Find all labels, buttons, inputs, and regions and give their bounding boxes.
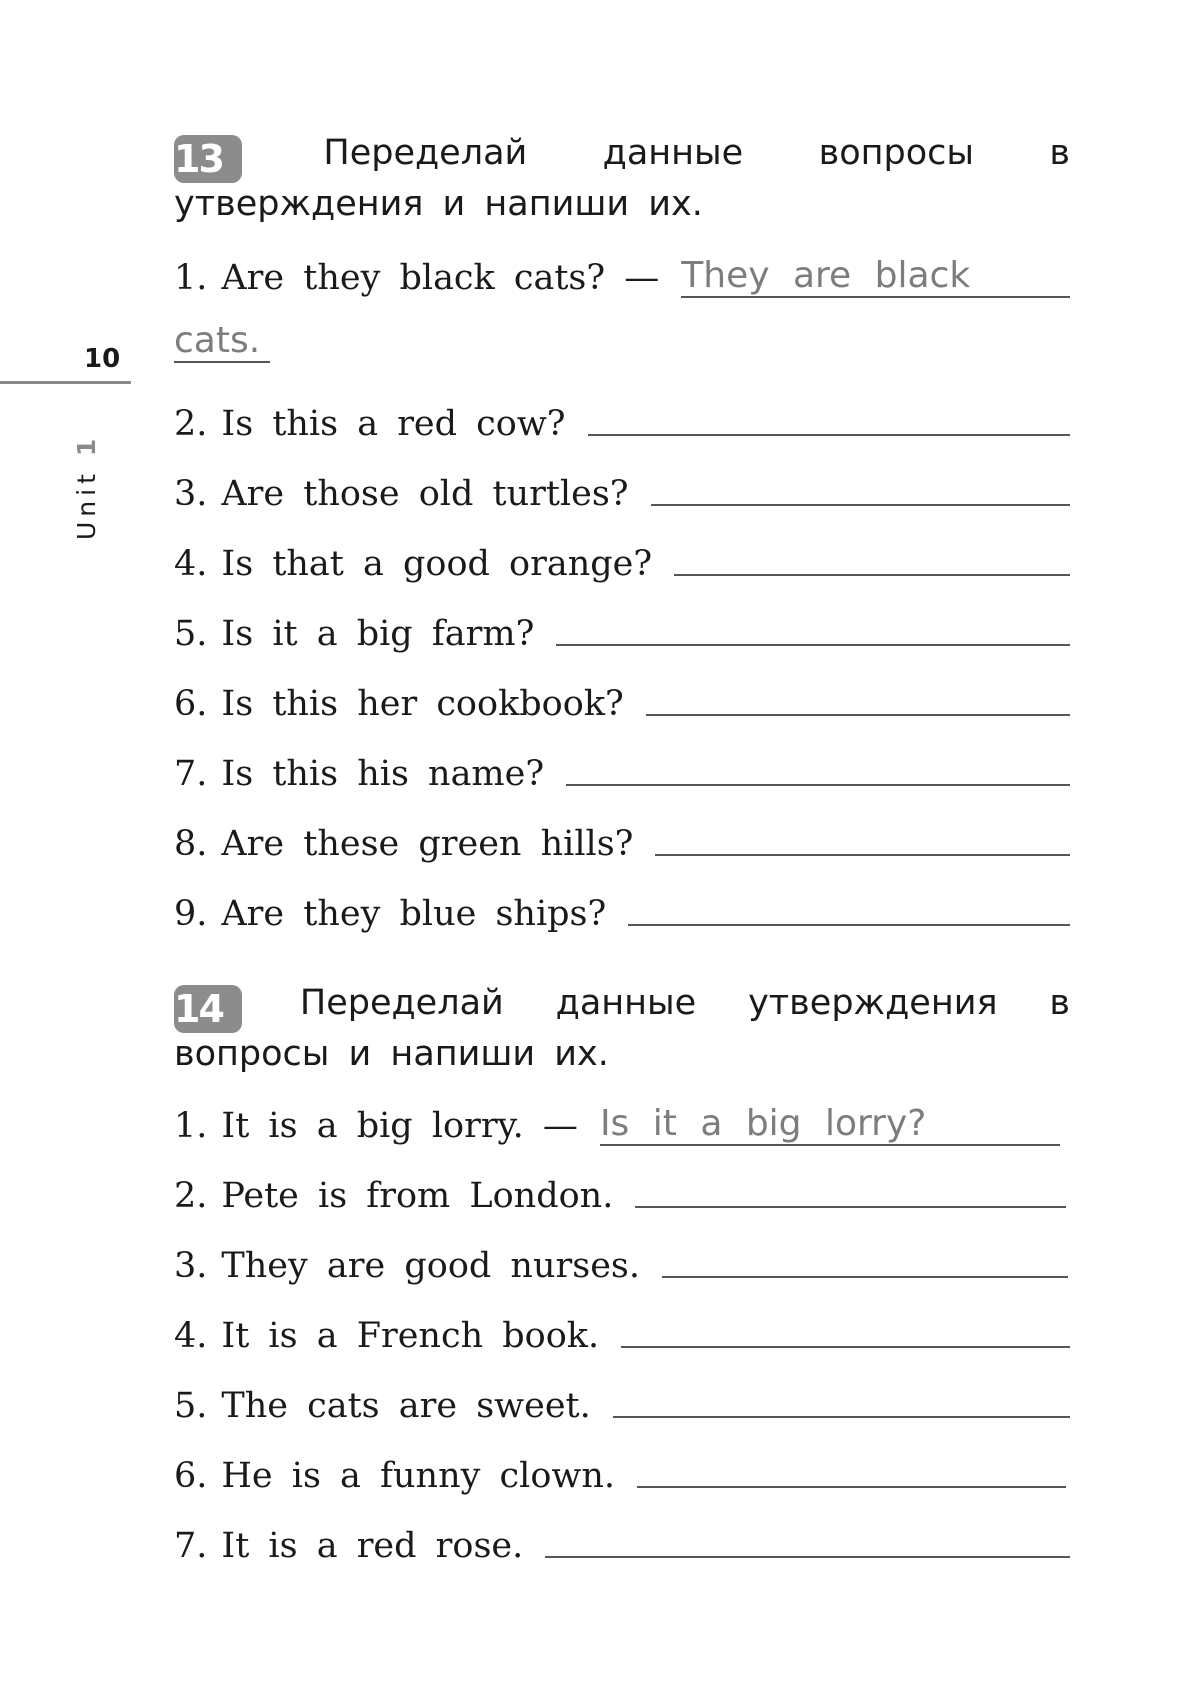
item-statement: They are good nurses. bbox=[221, 1246, 640, 1286]
item-statement: It is a French book. bbox=[221, 1316, 600, 1356]
item-number: 2. bbox=[174, 404, 208, 444]
item-question: Is that a good orange? bbox=[221, 544, 653, 584]
item-question: Are they black cats? — bbox=[221, 258, 660, 298]
item-number: 6. bbox=[174, 684, 208, 724]
item-number: 5. bbox=[174, 1386, 208, 1426]
task-13-header bbox=[174, 132, 1070, 226]
item-number: 1. bbox=[174, 258, 208, 298]
task-13-item-5 bbox=[174, 608, 1070, 654]
task-14-item-5 bbox=[174, 1380, 1070, 1426]
task-14-instruction: Переделай данные утверждения в вопросы и напиши их. bbox=[174, 983, 1070, 1074]
item-number: 5. bbox=[174, 614, 208, 654]
answer-line[interactable] bbox=[628, 924, 1070, 926]
item-question: Are they blue ships? bbox=[221, 894, 607, 934]
sample-answer: They are black bbox=[681, 255, 1070, 298]
answer-line[interactable] bbox=[662, 1276, 1068, 1278]
item-statement: It is a red rose. bbox=[221, 1526, 524, 1566]
task-13-instruction: Переделай данные вопросы в утверждения и напиши их. bbox=[174, 133, 1070, 224]
task-13-item-2 bbox=[174, 398, 1070, 444]
answer-line[interactable] bbox=[613, 1416, 1070, 1418]
item-question: Are those old turtles? bbox=[221, 474, 629, 514]
item-question: Is this his name? bbox=[221, 754, 545, 794]
answer-line[interactable] bbox=[637, 1486, 1066, 1488]
task-14-item-6 bbox=[174, 1450, 1070, 1496]
answer-line[interactable] bbox=[545, 1556, 1070, 1558]
task-13-item-4 bbox=[174, 538, 1070, 584]
task-14-item-4 bbox=[174, 1310, 1070, 1356]
answer-line[interactable] bbox=[655, 854, 1070, 856]
item-number: 6. bbox=[174, 1456, 208, 1496]
task-14-item-7 bbox=[174, 1520, 1070, 1566]
answer-line[interactable] bbox=[635, 1206, 1066, 1208]
item-number: 3. bbox=[174, 1246, 208, 1286]
task-14-item-1 bbox=[174, 1100, 1070, 1146]
task-14-item-3 bbox=[174, 1240, 1070, 1286]
page-number: 10 bbox=[84, 344, 121, 374]
task-13-item-1 bbox=[174, 252, 1070, 298]
unit-label bbox=[72, 434, 101, 540]
item-number: 8. bbox=[174, 824, 208, 864]
item-statement: Pete is from London. bbox=[221, 1176, 614, 1216]
task-13-badge: 13 bbox=[174, 135, 242, 183]
item-number: 2. bbox=[174, 1176, 208, 1216]
answer-line[interactable] bbox=[646, 714, 1070, 716]
task-14-badge: 14 bbox=[174, 985, 242, 1033]
item-statement: He is a funny clown. bbox=[221, 1456, 616, 1496]
item-number: 1. bbox=[174, 1106, 208, 1146]
item-number: 4. bbox=[174, 544, 208, 584]
answer-line[interactable] bbox=[621, 1346, 1070, 1348]
task-13-item-3 bbox=[174, 468, 1070, 514]
unit-number: 1 bbox=[72, 433, 101, 457]
item-question: Is it a big farm? bbox=[221, 614, 535, 654]
item-number: 7. bbox=[174, 1526, 208, 1566]
answer-line[interactable] bbox=[588, 434, 1070, 436]
item-number: 7. bbox=[174, 754, 208, 794]
item-number: 4. bbox=[174, 1316, 208, 1356]
task-14-header bbox=[174, 982, 1070, 1076]
answer-line[interactable] bbox=[651, 504, 1070, 506]
margin-divider bbox=[0, 381, 131, 384]
task-13-item-9 bbox=[174, 888, 1070, 934]
task-14-item-2 bbox=[174, 1170, 1070, 1216]
item-question: Is this her cookbook? bbox=[221, 684, 624, 724]
answer-line[interactable] bbox=[556, 644, 1070, 646]
task-13-item-8 bbox=[174, 818, 1070, 864]
answer-line[interactable] bbox=[566, 784, 1070, 786]
item-question: Is this a red cow? bbox=[221, 404, 566, 444]
item-number: 3. bbox=[174, 474, 208, 514]
task-13-item-7 bbox=[174, 748, 1070, 794]
item-question: Are these green hills? bbox=[221, 824, 634, 864]
sample-answer-continuation: cats. bbox=[174, 320, 270, 363]
item-statement: It is a big lorry. — bbox=[221, 1106, 578, 1146]
unit-word: Unit bbox=[72, 469, 101, 540]
answer-line[interactable] bbox=[674, 574, 1070, 576]
sample-answer: Is it a big lorry? bbox=[600, 1103, 1060, 1146]
item-number: 9. bbox=[174, 894, 208, 934]
item-statement: The cats are sweet. bbox=[221, 1386, 591, 1426]
task-13-item-6 bbox=[174, 678, 1070, 724]
